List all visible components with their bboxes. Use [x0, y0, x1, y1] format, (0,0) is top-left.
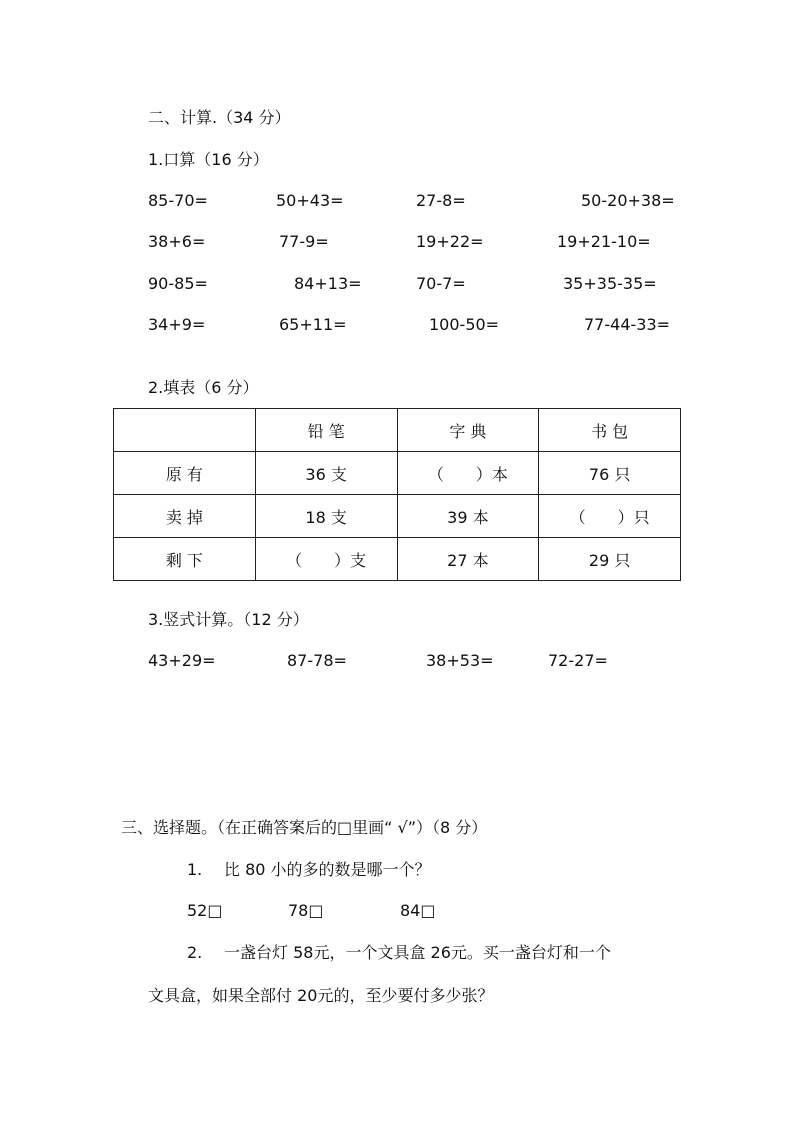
table-row [114, 495, 681, 538]
table-row-label: 原 有 [114, 452, 256, 495]
oral-calc-title: 1.口算（16 分） [148, 150, 269, 169]
table-cell: 27 本 [397, 538, 539, 581]
choice-q1-text: 比 80 小的多的数是哪一个？ [224, 860, 431, 879]
section-3-heading: 三、选择题。（在正确答案后的□里画“ √”）（8 分） [121, 818, 488, 837]
vertical-calc-item: 38+53= [426, 651, 494, 670]
oral-calc-item: 27-8= [416, 191, 466, 210]
vertical-calc-item: 87-78= [287, 651, 347, 670]
table-cell: 29 只 [539, 538, 681, 581]
table-row [114, 538, 681, 581]
section-2-heading: 二、计算.（34 分） [148, 108, 291, 127]
table-header-cell: 铅 笔 [255, 409, 397, 452]
oral-calc-item: 84+13= [294, 274, 362, 293]
table-cell: （ ）只 [539, 495, 681, 538]
table-header-cell: 书 包 [539, 409, 681, 452]
oral-calc-item: 85-70= [148, 191, 208, 210]
table-cell: （ ）本 [397, 452, 539, 495]
table-cell: 36 支 [255, 452, 397, 495]
oral-calc-item: 50+43= [276, 191, 344, 210]
choice-q2-number: 2. [187, 943, 203, 962]
choice-option[interactable]: 78□ [288, 901, 324, 920]
oral-calc-item: 50-20+38= [581, 191, 675, 210]
choice-option[interactable]: 52□ [187, 901, 223, 920]
oral-calc-item: 19+22= [416, 232, 484, 251]
fill-table-title: 2.填表（6 分） [148, 378, 259, 397]
table-cell: 76 只 [539, 452, 681, 495]
table-row [114, 452, 681, 495]
table-row-label: 剩 下 [114, 538, 256, 581]
table-header-cell: 字 典 [397, 409, 539, 452]
oral-calc-item: 100-50= [429, 315, 500, 334]
vertical-calc-item: 72-27= [548, 651, 608, 670]
oral-calc-item: 90-85= [148, 274, 208, 293]
table-header-cell [114, 409, 256, 452]
oral-calc-item: 35+35-35= [563, 274, 657, 293]
table-cell: 18 支 [255, 495, 397, 538]
table-row-label: 卖 掉 [114, 495, 256, 538]
choice-option[interactable]: 84□ [400, 901, 436, 920]
choice-q1-number: 1. [187, 860, 203, 879]
vertical-calc-title: 3.竖式计算。（12 分） [148, 610, 309, 629]
table-cell: （ ）支 [255, 538, 397, 581]
choice-q2-line1: 一盏台灯 58元，一个文具盒 26元。买一盏台灯和一个 [224, 943, 611, 962]
oral-calc-item: 65+11= [279, 315, 347, 334]
fill-table [113, 408, 681, 581]
vertical-calc-item: 43+29= [148, 651, 216, 670]
table-cell: 39 本 [397, 495, 539, 538]
oral-calc-item: 77-44-33= [584, 315, 671, 334]
choice-q2-line2: 文具盒，如果全部付 20元的，至少要付多少张？ [148, 986, 494, 1005]
oral-calc-item: 38+6= [148, 232, 206, 251]
table-header-row [114, 409, 681, 452]
oral-calc-item: 34+9= [148, 315, 206, 334]
oral-calc-item: 70-7= [416, 274, 466, 293]
oral-calc-item: 19+21-10= [557, 232, 651, 251]
oral-calc-item: 77-9= [279, 232, 329, 251]
